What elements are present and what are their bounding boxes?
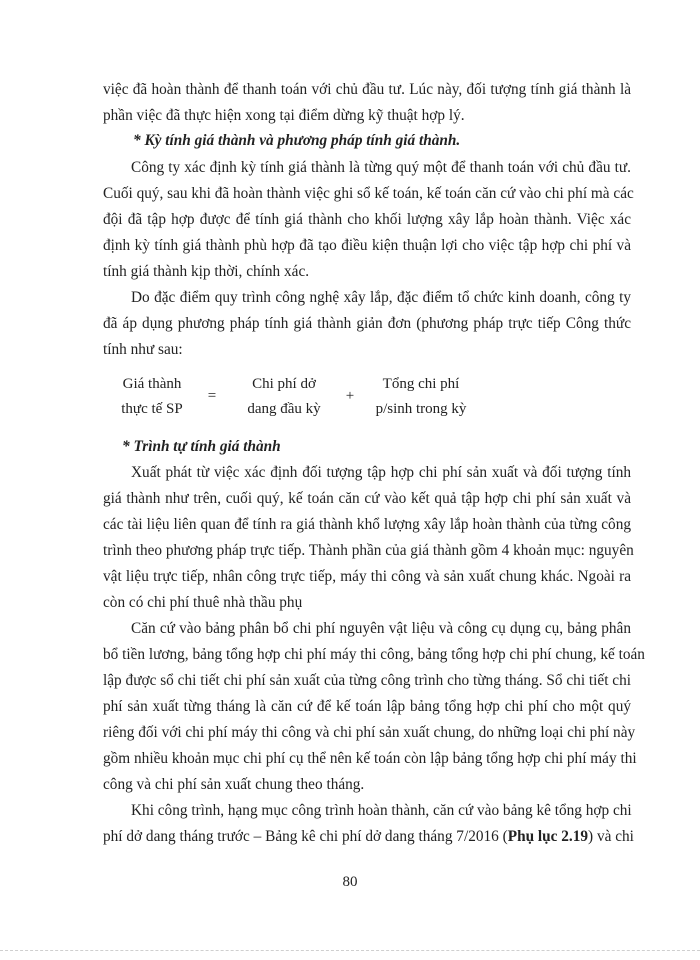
section-heading: * Trình tự tính giá thành [122,438,281,455]
paragraph-line: Công ty xác định kỳ tính giá thành là từng quý một để thanh toán với chủ đầu tư. [131,159,631,176]
appendix-reference: Phụ lục 2.19 [507,828,589,845]
text-segment: phí dở dang tháng trước – Bảng kê chi phí dở dang tháng 7/2016 ( [103,828,508,845]
formula-term1-top: Chi phí dở [252,376,316,392]
paragraph-line: Căn cứ vào bảng phân bổ chi phí nguyên vật liệu và công cụ dụng cụ, bảng phân [131,620,631,637]
paragraph-line: Xuất phát từ việc xác định đối tượng tập hợp chi phí sản xuất và đối tượng tính [131,464,631,481]
formula-term2-top: Tổng chi phí [382,376,460,392]
paragraph-line: còn có chi phí thuê nhà thầu phụ [103,594,303,611]
formula-lhs-top: Giá thành [122,376,182,392]
paragraph-line: trình theo phương pháp trực tiếp. Thành phần của giá thành gồm 4 khoản mục: nguyên [103,542,634,559]
formula-equals: = [207,388,217,404]
paragraph-line: lập được sổ chi tiết chi phí sản xuất của từng công trình cho từng tháng. Sổ chi tiết chi [103,672,631,689]
paragraph-line: bổ tiền lương, bảng tổng hợp chi phí máy thi công, bảng tổng hợp chi phí chung, kế toán [103,646,645,663]
paragraph-line: công và chi phí sản xuất chung theo tháng. [103,776,365,793]
formula-plus: + [345,388,355,404]
paragraph-line: các tài liệu liên quan để tính ra giá thành khổ lượng xây lắp hoàn thành của từng công [103,516,631,533]
paragraph-line: gồm nhiều khoản mục chi phí cụ thể nên kế toán còn lập bảng tổng hợp chi phí máy thi [103,750,637,767]
paragraph-line: phí sản xuất từng tháng là căn cứ để kế toán lập bảng tổng hợp chi phí cho một quý [103,698,631,715]
paragraph-line: tính giá thành kịp thời, chính xác. [103,263,310,280]
paragraph-line: đã áp dụng phương pháp tính giá thành giản đơn (phương pháp trực tiếp Công thức [103,315,631,332]
paragraph-line: tính như sau: [103,341,183,358]
paragraph-line: đội đã tập hợp được để tính giá thành cho khối lượng xây lắp hoàn thành. Việc xác [103,211,631,228]
formula-term2-bottom: p/sinh trong kỳ [375,401,467,417]
page-bottom-divider [0,950,700,951]
paragraph-line: Cuối quý, sau khi đã hoàn thành việc ghi sổ kế toán, kế toán căn cứ vào chi phí mà các [103,185,634,202]
paragraph-line: việc đã hoàn thành để thanh toán với chủ đầu tư. Lúc này, đối tượng tính giá thành là [103,81,631,98]
page-number: 80 [342,874,358,890]
paragraph-line: Do đặc điểm quy trình công nghệ xây lắp, đặc điểm tổ chức kinh doanh, công ty [131,289,631,306]
paragraph-line: giá thành như trên, cuối quý, kế toán căn cứ vào kết quả tập hợp chi phí sản xuất và [103,490,631,507]
text-segment: ) và chi [588,828,634,845]
paragraph-line: vật liệu trực tiếp, nhân công trực tiếp, máy thi công và sản xuất chung khác. Ngoài ra [103,568,631,585]
section-heading: * Kỳ tính giá thành và phương pháp tính giá thành. [133,132,461,149]
paragraph-line: phần việc đã thực hiện xong tại điểm dừng kỹ thuật hợp lý. [103,107,465,124]
paragraph-line [103,827,634,847]
paragraph-line: riêng đối với chi phí máy thi công và chi phí sản xuất chung, do những loại chi phí này [103,724,636,741]
paragraph-line: định kỳ tính giá thành phù hợp đã tạo điều kiện thuận lợi cho việc tập hợp chi phí và [103,237,631,254]
formula-lhs-bottom: thực tế SP [121,401,183,417]
paragraph-line: Khi công trình, hạng mục công trình hoàn thành, căn cứ vào bảng kê tổng hợp chi [131,802,632,819]
formula-term1-bottom: dang đầu kỳ [247,401,321,417]
